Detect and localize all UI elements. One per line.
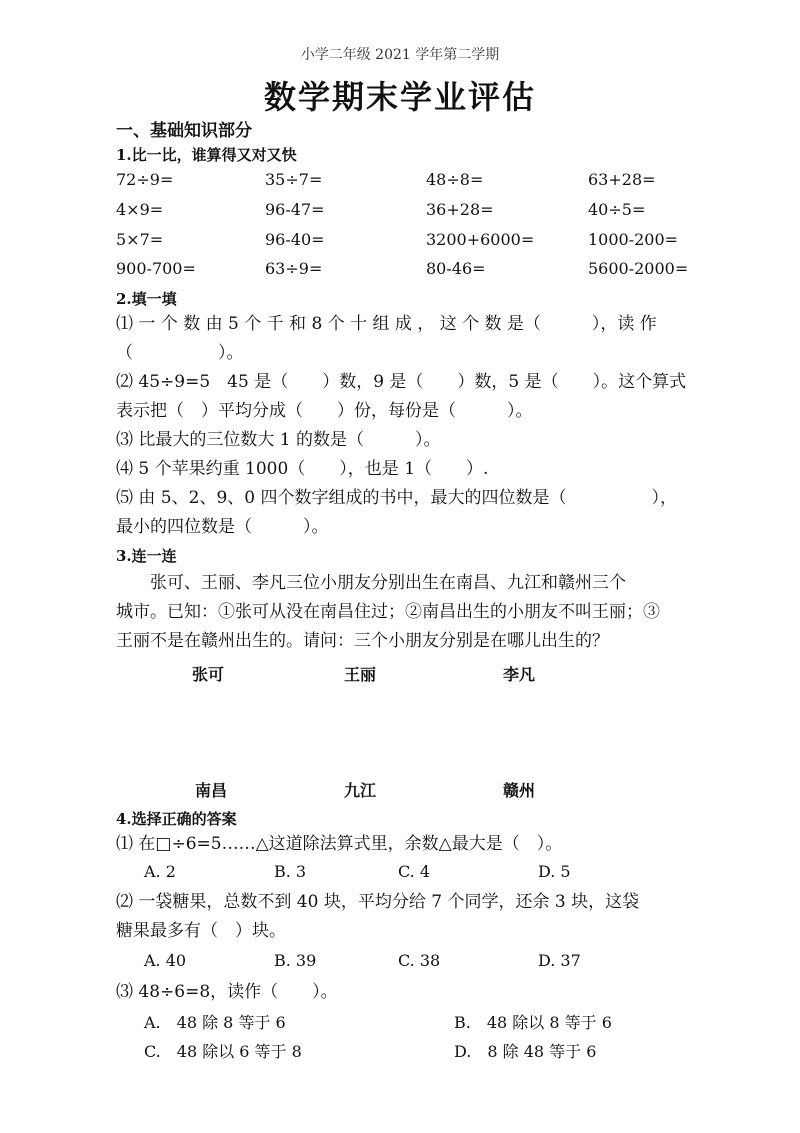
fill-blank-line: 表示把（ ）平均分成（ ）份，每份是（ ）。 [116,401,533,421]
city-name: 赣州 [503,781,536,800]
choice-question: ⑶ 48÷6=8，读作（ ）。 [116,982,338,1002]
oral-item: 63+28= [588,170,656,189]
person-name: 李凡 [503,665,536,684]
choice-options [116,862,696,888]
choice-option: A. 2 [144,862,176,881]
logic-text-line: 王丽不是在赣州出生的。请问：三个小朋友分别是在哪儿出生的？ [116,631,609,651]
oral-item: 5×7= [116,230,164,249]
choice-option: B. 39 [274,951,317,970]
question-2-heading: 2.填一填 [116,290,177,308]
logic-text-line: 张可、王丽、李凡三位小朋友分别出生在南昌、九江和赣州三个 [116,573,626,593]
page-header: 小学二年级 2021 学年第二学期 [300,47,500,63]
choice-option: A. 40 [144,951,187,970]
choice-option: D. 5 [538,862,571,881]
city-name: 南昌 [195,781,228,800]
person-name: 张可 [192,665,225,684]
oral-item: 3200+6000= [426,230,535,249]
oral-item: 900-700= [116,259,196,278]
oral-item: 80-46= [426,259,486,278]
choice-question: ⑵ 一袋糖果，总数不到 40 块，平均分给 7 个同学，还余 3 块，这袋 [116,892,640,912]
oral-item: 36+28= [426,200,494,219]
choice-options [116,1010,696,1036]
fill-blank-line: ⑸ 由 5、2、9、0 四个数字组成的书中，最大的四位数是（ ）， [116,488,677,508]
oral-item: 48÷8= [426,170,484,189]
oral-row [116,259,696,289]
choice-question: 糖果最多有（ ）块。 [116,921,286,941]
choice-option: B. 3 [274,862,307,881]
oral-item: 35÷7= [265,170,323,189]
oral-row [116,230,696,260]
oral-item: 1000-200= [588,230,679,249]
choice-option: C. 4 [398,862,431,881]
fill-blank-line: ⑷ 5 个苹果约重 1000（ ），也是 1（ ）. [116,459,489,479]
oral-item: 5600-2000= [588,259,689,278]
oral-row [116,200,696,230]
fill-blank-line: （ ）。 [116,343,244,363]
fill-blank-line: ⑵ 45÷9=5 45 是（ ）数，9 是（ ）数，5 是（ ）。这个算式 [116,372,687,392]
choice-option: D. 8 除 48 等于 6 [454,1042,597,1061]
logic-text-line: 城市。已知：①张可从没在南昌住过；②南昌出生的小朋友不叫王丽；③ [116,602,660,622]
choice-options [116,1039,696,1065]
choice-option: C. 38 [398,951,441,970]
oral-item: 96-40= [265,230,325,249]
oral-item: 40÷5= [588,200,646,219]
city-name: 九江 [344,781,377,800]
section-heading: 一、基础知识部分 [116,121,252,141]
choice-option: D. 37 [538,951,581,970]
page-title: 数学期末学业评估 [263,78,536,116]
fill-blank-line: ⑴ 一 个 数 由 5 个 千 和 8 个 十 组 成 ， 这 个 数 是（ ），读 作 [116,314,657,334]
fill-blank-line: 最小的四位数是（ ）。 [116,517,329,537]
oral-item: 4×9= [116,200,164,219]
question-4-heading: 4.选择正确的答案 [116,810,237,828]
fill-blank-line: ⑶ 比最大的三位数大 1 的数是（ ）。 [116,430,441,450]
question-3-heading: 3.连一连 [116,547,177,565]
choice-option: C. 48 除以 6 等于 8 [144,1042,302,1061]
person-name: 王丽 [344,665,377,684]
question-1-heading: 1.比一比，谁算得又对又快 [116,146,297,164]
choice-options [116,951,696,977]
oral-item: 63÷9= [265,259,323,278]
oral-row [116,170,696,200]
oral-item: 96-47= [265,200,325,219]
choice-option: A. 48 除 8 等于 6 [144,1013,286,1032]
oral-item: 72÷9= [116,170,174,189]
choice-option: B. 48 除以 8 等于 6 [454,1013,612,1032]
choice-question: ⑴ 在□÷6=5……△这道除法算式里，余数△最大是（ ）。 [116,834,563,854]
